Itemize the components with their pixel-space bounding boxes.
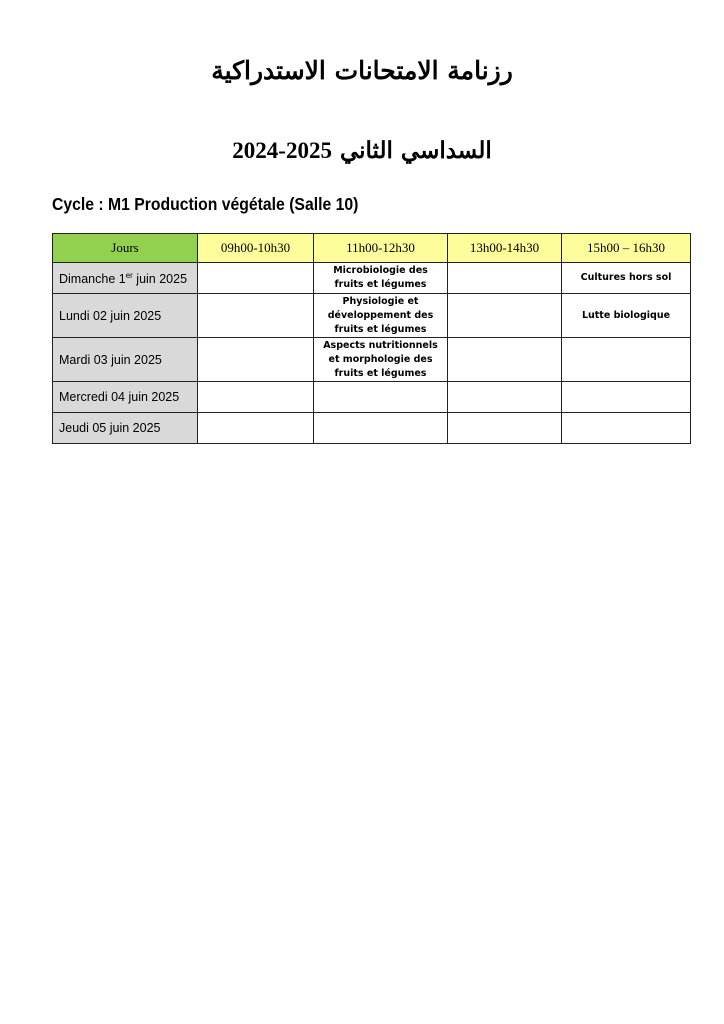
cycle-heading: Cycle : M1 Production végétale (Salle 10): [52, 194, 359, 214]
header-slot-4: 15h00 – 16h30: [562, 234, 691, 263]
exam-name: Aspects nutritionnels et morphologie des fruits et légumes: [323, 339, 438, 379]
day-cell: [53, 263, 198, 294]
exam-cell: [448, 338, 562, 382]
header-slot-1: 09h00-10h30: [198, 234, 314, 263]
day-cell: Jeudi 05 juin 2025: [53, 413, 198, 444]
day-cell: Mercredi 04 juin 2025: [53, 382, 198, 413]
exam-cell: [314, 338, 448, 382]
exam-cell: [314, 294, 448, 338]
table-row: [53, 413, 691, 444]
academic-year: 2024-2025: [232, 138, 332, 163]
header-jours: Jours: [53, 234, 198, 263]
exam-name: Lutte biologique: [581, 309, 671, 321]
table-row: [53, 382, 691, 413]
exam-cell: [562, 413, 691, 444]
day-label: Dimanche 1: [59, 271, 126, 286]
exam-cell: [314, 382, 448, 413]
day-cell: Mardi 03 juin 2025: [53, 338, 198, 382]
exam-cell: [448, 294, 562, 338]
exam-cell: [562, 263, 691, 294]
day-cell: Lundi 02 juin 2025: [53, 294, 198, 338]
exam-cell: [448, 263, 562, 294]
exam-name: Physiologie et développement des fruits et légumes: [327, 295, 434, 335]
exam-cell: [448, 413, 562, 444]
exam-name: Cultures hors sol: [580, 272, 672, 283]
table-row: [53, 263, 691, 294]
exam-cell: [562, 294, 691, 338]
semester-subtitle: [0, 137, 724, 164]
header-slot-2: 11h00-12h30: [314, 234, 448, 263]
day-ordinal: er: [125, 270, 133, 280]
table-row: [53, 294, 691, 338]
day-label-rest: juin 2025: [132, 271, 188, 286]
exam-cell: [562, 382, 691, 413]
exam-schedule-table: [52, 233, 691, 444]
header-slot-3: 13h00-14h30: [448, 234, 562, 263]
document-title: رزنامة الامتحانات الاستدراكية: [211, 56, 513, 85]
semester-label: السداسي الثاني: [339, 137, 492, 164]
exam-cell: [314, 263, 448, 294]
exam-cell: [198, 263, 314, 294]
exam-name: Microbiologie des fruits et légumes: [333, 265, 428, 290]
exam-cell: [198, 338, 314, 382]
exam-cell: [314, 413, 448, 444]
exam-cell: [198, 382, 314, 413]
exam-cell: [448, 382, 562, 413]
table-header-row: [53, 234, 691, 263]
exam-cell: [198, 413, 314, 444]
exam-cell: [198, 294, 314, 338]
exam-cell: [562, 338, 691, 382]
table-row: [53, 338, 691, 382]
